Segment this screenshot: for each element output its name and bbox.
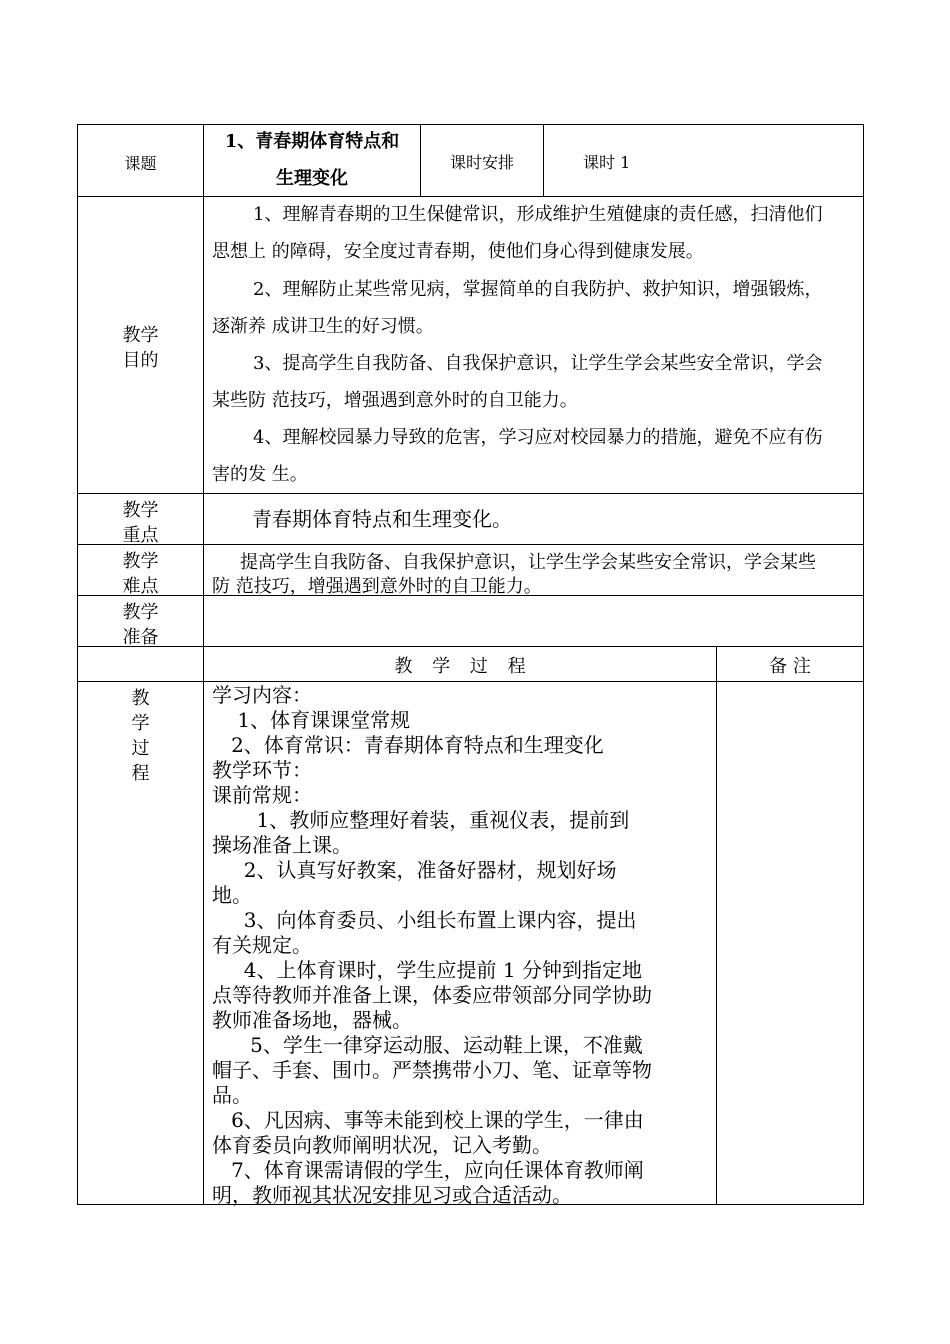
process-line: 7、体育课需请假的学生，应向任课体育教师阐 (212, 1158, 644, 1182)
difficulties-label-line1: 教学 (122, 551, 159, 572)
process-line: 品。 (212, 1083, 252, 1107)
process-line: 教师准备场地，器械。 (212, 1008, 412, 1032)
process-line: 1、教师应整理好着装，重视仪表，提前到 (212, 808, 630, 832)
process-label-char: 程 (131, 763, 150, 784)
schedule-label: 课时安排 (449, 153, 514, 172)
difficulties-line2: 防 范技巧，增强遇到意外时的自卫能力。 (212, 576, 542, 597)
process-line: 体育委员向教师阐明状况，记入考勤。 (212, 1133, 552, 1157)
objective-2-line1: 2、理解防止某些常见病，掌握简单的自我防护、救护知识，增强锻炼， (253, 279, 823, 300)
difficulties-line1: 提高学生自我防备、自我保护意识，让学生学会某些安全常识，学会某些 (240, 552, 816, 573)
table-col-divider (716, 646, 717, 1205)
table-row-divider (77, 196, 864, 197)
process-line: 明，教师视其状况安排见习或合适活动。 (212, 1183, 572, 1207)
key-points-label-line2: 重点 (122, 525, 159, 546)
table-border-left (77, 124, 78, 1205)
process-line: 2、体育常识：青春期体育特点和生理变化 (212, 733, 604, 757)
process-line: 学习内容： (212, 683, 312, 707)
objective-2-line2: 逐渐养 成讲卫生的好习惯。 (212, 316, 434, 337)
process-content (212, 683, 712, 1208)
schedule-value: 课时 1 (583, 153, 631, 172)
preparation-label-line1: 教学 (122, 602, 159, 623)
table-border-right (863, 124, 864, 1205)
difficulties-label-line2: 难点 (122, 576, 159, 597)
process-line: 有关规定。 (212, 933, 312, 957)
process-line: 5、学生一律穿运动服、运动鞋上课，不准戴 (212, 1033, 643, 1057)
process-line: 教学环节： (212, 758, 312, 782)
process-line: 2、认真写好教案，准备好器材，规划好场 (212, 858, 617, 882)
process-label-char: 教 (131, 688, 150, 709)
topic-title-line1: 1、青春期体育特点和 (224, 131, 400, 152)
process-line: 4、上体育课时，学生应提前 1 分钟到指定地 (212, 958, 642, 982)
objectives-label-line2: 目的 (122, 350, 159, 371)
objective-4-line2: 害的发 生。 (212, 464, 308, 485)
process-title: 教 学 过 程 (394, 656, 526, 677)
objective-4-line1: 4、理解校园暴力导致的危害，学习应对校园暴力的措施，避免不应有伤 (253, 427, 823, 448)
notes-title: 备 注 (769, 656, 811, 677)
topic-title-line2: 生理变化 (276, 168, 348, 189)
objective-1-line1: 1、理解青春期的卫生保健常识，形成维护生殖健康的责任感，扫清他们 (253, 204, 823, 225)
table-col-divider (543, 124, 544, 197)
objective-3-line1: 3、提高学生自我防备、自我保护意识，让学生学会某些安全常识，学会 (253, 353, 823, 374)
process-line: 课前常规： (212, 783, 312, 807)
key-points-label-line1: 教学 (122, 500, 159, 521)
process-line: 操场准备上课。 (212, 833, 352, 857)
table-row-divider (77, 681, 864, 682)
objective-1-line2: 思想上 的障碍，安全度过青春期，使他们身心得到健康发展。 (212, 241, 704, 262)
table-border-top (77, 124, 864, 125)
key-points-text: 青春期体育特点和生理变化。 (252, 507, 512, 531)
process-line: 3、向体育委员、小组长布置上课内容，提出 (212, 908, 637, 932)
process-label-char: 过 (131, 738, 150, 759)
process-line: 6、凡因病、事等未能到校上课的学生，一律由 (212, 1108, 644, 1132)
process-line: 点等待教师并准备上课，体委应带领部分同学协助 (212, 983, 652, 1007)
process-line: 帽子、手套、围巾。严禁携带小刀、笔、证章等物 (212, 1058, 652, 1082)
objective-3-line2: 某些防 范技巧，增强遇到意外时的自卫能力。 (212, 390, 578, 411)
objectives-label-line1: 教学 (122, 325, 159, 346)
process-line: 1、体育课课堂常规 (212, 708, 411, 732)
process-line: 地。 (212, 883, 252, 907)
preparation-label-line2: 准备 (122, 627, 159, 648)
table-row-divider (77, 493, 864, 494)
process-label-char: 学 (131, 713, 150, 734)
topic-label: 课题 (124, 154, 157, 173)
